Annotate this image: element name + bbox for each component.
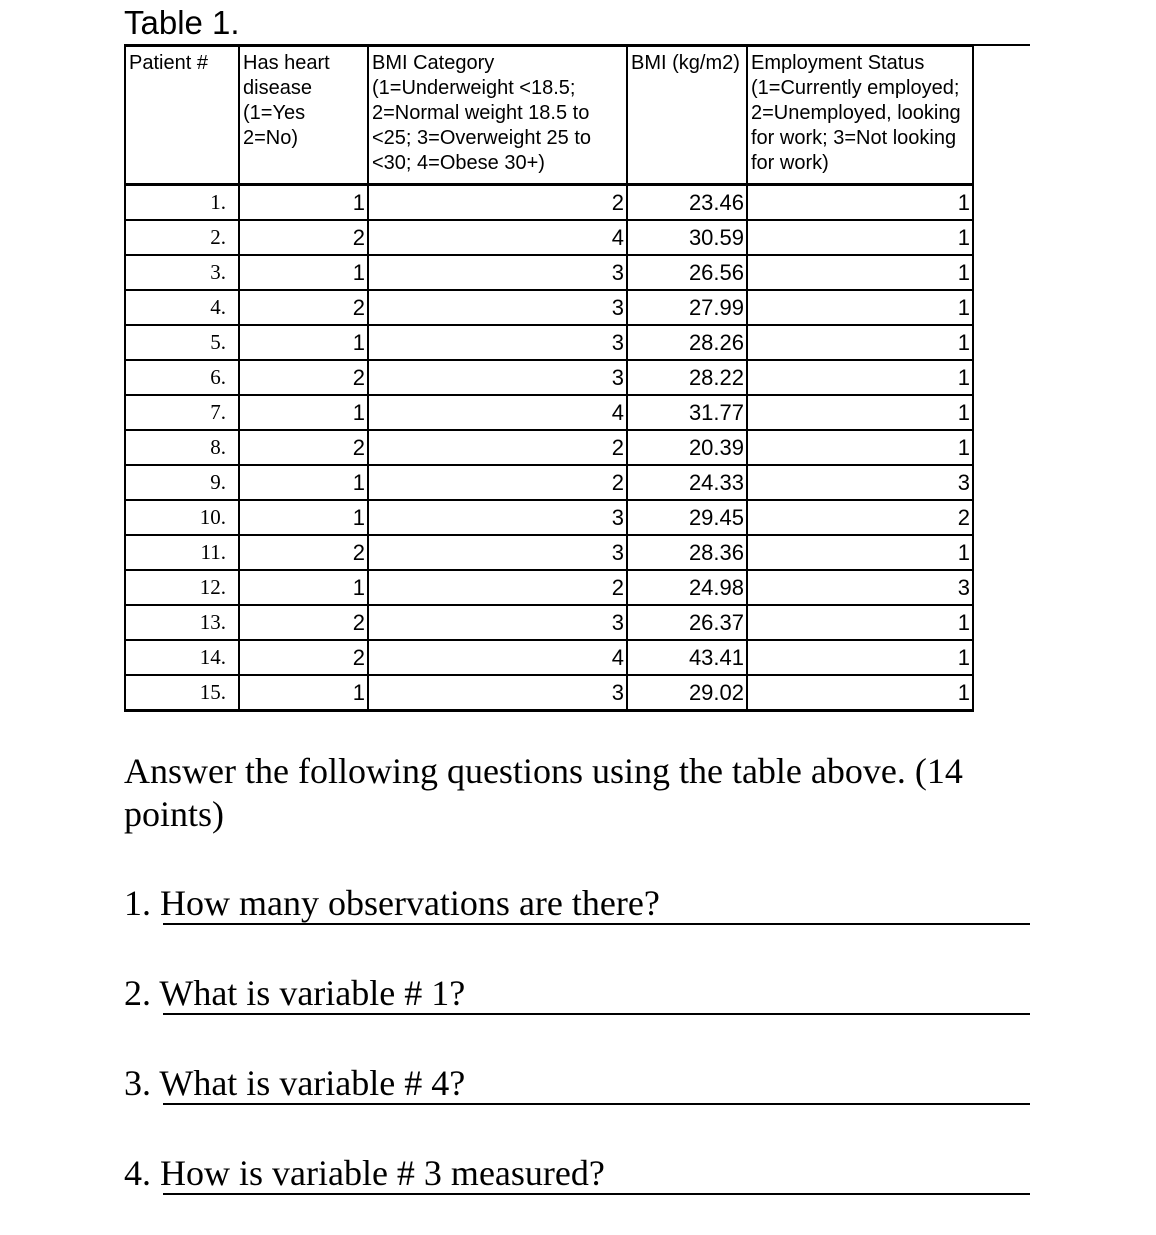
answer-line-1[interactable] <box>163 923 1030 925</box>
cell-employment: 1 <box>747 395 973 430</box>
table-row <box>125 430 973 465</box>
header-heart-disease: Has heart disease (1=Yes 2=No) <box>239 46 368 185</box>
cell-bmi: 28.26 <box>627 325 747 360</box>
cell-patient: 5. <box>125 325 239 360</box>
cell-bmi-category: 3 <box>368 360 627 395</box>
data-table <box>124 44 974 712</box>
cell-heart-disease: 1 <box>239 675 368 711</box>
answer-line-2[interactable] <box>163 1013 1030 1015</box>
cell-bmi-category: 3 <box>368 675 627 711</box>
answer-line-3[interactable] <box>163 1103 1030 1105</box>
cell-bmi: 20.39 <box>627 430 747 465</box>
cell-patient: 7. <box>125 395 239 430</box>
cell-bmi: 24.33 <box>627 465 747 500</box>
table-row <box>125 640 973 675</box>
cell-heart-disease: 2 <box>239 220 368 255</box>
table-row <box>125 325 973 360</box>
cell-bmi: 28.22 <box>627 360 747 395</box>
title-rule <box>970 44 1030 46</box>
cell-employment: 2 <box>747 500 973 535</box>
cell-bmi: 31.77 <box>627 395 747 430</box>
table-row <box>125 500 973 535</box>
cell-bmi: 29.02 <box>627 675 747 711</box>
cell-employment: 1 <box>747 185 973 221</box>
cell-bmi: 29.45 <box>627 500 747 535</box>
cell-employment: 3 <box>747 465 973 500</box>
cell-heart-disease: 1 <box>239 185 368 221</box>
cell-patient: 1. <box>125 185 239 221</box>
cell-bmi: 24.98 <box>627 570 747 605</box>
table-body <box>125 185 973 711</box>
cell-heart-disease: 2 <box>239 640 368 675</box>
table-row <box>125 220 973 255</box>
cell-bmi-category: 3 <box>368 605 627 640</box>
cell-bmi-category: 4 <box>368 395 627 430</box>
table-row <box>125 675 973 711</box>
cell-heart-disease: 2 <box>239 605 368 640</box>
table-row <box>125 395 973 430</box>
cell-patient: 8. <box>125 430 239 465</box>
cell-patient: 2. <box>125 220 239 255</box>
cell-patient: 6. <box>125 360 239 395</box>
cell-heart-disease: 2 <box>239 430 368 465</box>
cell-bmi: 26.56 <box>627 255 747 290</box>
table-row <box>125 290 973 325</box>
cell-bmi-category: 3 <box>368 325 627 360</box>
header-patient: Patient # <box>125 46 239 185</box>
cell-employment: 3 <box>747 570 973 605</box>
question-4: 4. How is variable # 3 measured? <box>124 1153 605 1193</box>
cell-heart-disease: 2 <box>239 290 368 325</box>
cell-employment: 1 <box>747 535 973 570</box>
cell-heart-disease: 1 <box>239 325 368 360</box>
cell-patient: 12. <box>125 570 239 605</box>
answer-line-4[interactable] <box>163 1193 1030 1195</box>
cell-bmi-category: 3 <box>368 290 627 325</box>
cell-bmi: 26.37 <box>627 605 747 640</box>
cell-bmi: 30.59 <box>627 220 747 255</box>
table-header-row <box>125 46 973 185</box>
table-row <box>125 465 973 500</box>
cell-bmi: 27.99 <box>627 290 747 325</box>
cell-employment: 1 <box>747 360 973 395</box>
cell-patient: 13. <box>125 605 239 640</box>
cell-employment: 1 <box>747 290 973 325</box>
cell-bmi-category: 2 <box>368 465 627 500</box>
cell-bmi-category: 2 <box>368 185 627 221</box>
instructions: Answer the following questions using the table above. (14 points) <box>124 751 963 834</box>
cell-heart-disease: 2 <box>239 535 368 570</box>
cell-bmi: 23.46 <box>627 185 747 221</box>
cell-patient: 4. <box>125 290 239 325</box>
header-bmi: BMI (kg/m2) <box>627 46 747 185</box>
cell-employment: 1 <box>747 675 973 711</box>
cell-bmi-category: 3 <box>368 500 627 535</box>
cell-bmi-category: 2 <box>368 570 627 605</box>
cell-heart-disease: 1 <box>239 465 368 500</box>
cell-bmi-category: 3 <box>368 255 627 290</box>
cell-bmi-category: 3 <box>368 535 627 570</box>
cell-patient: 10. <box>125 500 239 535</box>
cell-bmi-category: 2 <box>368 430 627 465</box>
header-bmi-category: BMI Category (1=Underweight <18.5; 2=Normal weight 18.5 to <25; 3=Overweight 25 to <30; 4=Obese 30+) <box>368 46 627 185</box>
table-row <box>125 605 973 640</box>
table-row <box>125 255 973 290</box>
cell-patient: 3. <box>125 255 239 290</box>
cell-heart-disease: 1 <box>239 255 368 290</box>
cell-bmi: 28.36 <box>627 535 747 570</box>
question-3: 3. What is variable # 4? <box>124 1063 466 1103</box>
cell-employment: 1 <box>747 325 973 360</box>
table-title: Table 1. <box>124 4 240 41</box>
cell-bmi-category: 4 <box>368 220 627 255</box>
cell-heart-disease: 1 <box>239 500 368 535</box>
question-1: 1. How many observations are there? <box>124 883 660 923</box>
cell-employment: 1 <box>747 255 973 290</box>
cell-patient: 9. <box>125 465 239 500</box>
cell-bmi: 43.41 <box>627 640 747 675</box>
table-row <box>125 360 973 395</box>
cell-heart-disease: 1 <box>239 395 368 430</box>
table-row <box>125 185 973 221</box>
cell-patient: 14. <box>125 640 239 675</box>
table-row <box>125 570 973 605</box>
cell-patient: 11. <box>125 535 239 570</box>
cell-employment: 1 <box>747 430 973 465</box>
cell-heart-disease: 1 <box>239 570 368 605</box>
cell-heart-disease: 2 <box>239 360 368 395</box>
cell-patient: 15. <box>125 675 239 711</box>
header-employment: Employment Status (1=Currently employed; 2=Unemployed, looking for work; 3=Not looking for work) <box>747 46 973 185</box>
cell-employment: 1 <box>747 640 973 675</box>
table-row <box>125 535 973 570</box>
question-2: 2. What is variable # 1? <box>124 973 466 1013</box>
cell-employment: 1 <box>747 220 973 255</box>
cell-bmi-category: 4 <box>368 640 627 675</box>
cell-employment: 1 <box>747 605 973 640</box>
